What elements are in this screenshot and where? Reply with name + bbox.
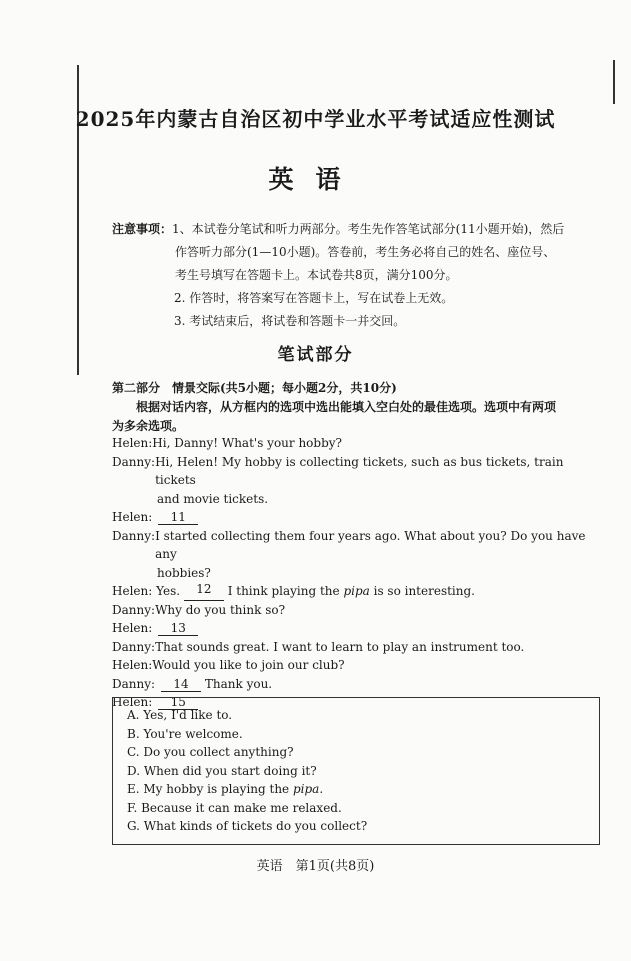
utterance: Why do you think so?	[155, 602, 286, 617]
part-heading: 第二部分 情景交际(共5小题；每小题2分，共10分)	[112, 381, 397, 395]
dialog-line	[112, 675, 602, 694]
dialog-line	[112, 656, 602, 675]
section-title: 笔试部分	[277, 345, 354, 365]
dialog-line	[112, 527, 602, 564]
dialog-line	[112, 638, 602, 657]
speaker: Helen:	[112, 695, 153, 709]
option-g: G. What kinds of tickets do you collect?	[127, 819, 368, 833]
note-item-2: 2. 作答时，将答案写在答题卡上，写在试卷上无效。	[174, 291, 454, 305]
utterance-middle: I think playing the	[223, 584, 344, 598]
pipa-italic: pipa	[343, 584, 370, 598]
note-item-3: 3. 考试结束后，将试卷和答题卡一并交回。	[174, 314, 406, 328]
option-b: B. You're welcome.	[127, 726, 243, 741]
speaker: Danny:	[112, 454, 156, 469]
option-e-end: .	[319, 782, 324, 796]
dialog-line	[112, 601, 602, 620]
binding-line-right	[613, 60, 615, 104]
answer-blank-13: 13	[158, 621, 198, 636]
utterance: Hi, Helen! My hobby is collecting tickets, such as bus tickets, train tickets	[155, 454, 564, 487]
utterance: Would you like to join our club?	[152, 658, 345, 672]
note-item-1-line-3: 考生号填写在答题卡上。本试卷共8页，满分100分。	[175, 268, 458, 282]
instructions	[112, 398, 602, 436]
answer-blank-11: 11	[158, 510, 198, 525]
note-item-1-line-2: 作答听力部分(1—10小题)。答卷前，考生务必将自己的姓名、座位号、	[175, 245, 556, 259]
instructions-line-1: 根据对话内容，从方框内的选项中选出能填入空白处的最佳选项。选项中有两项	[136, 400, 557, 414]
page-footer: 英语 第1页(共8页)	[256, 859, 375, 874]
speaker: Danny:	[112, 676, 156, 691]
answer-blank-12: 12	[184, 582, 224, 601]
notes-heading: 注意事项：	[112, 222, 173, 236]
option-e-text: E. My hobby is playing the	[127, 782, 293, 796]
option-c: C. Do you collect anything?	[127, 745, 294, 759]
instructions-line-2: 为多余选项。	[112, 419, 185, 433]
utterance: That sounds great. I want to learn to play an instrument too.	[155, 639, 525, 654]
pipa-italic: pipa	[292, 782, 320, 796]
speaker: Helen:	[112, 436, 153, 450]
subject-title: 英语	[268, 165, 363, 194]
speaker: Helen:	[112, 621, 153, 635]
dialog-line	[112, 508, 602, 527]
option-e	[127, 782, 323, 796]
utterance-continuation: and movie tickets.	[157, 491, 269, 506]
utterance-end: is so interesting.	[369, 584, 475, 598]
utterance: I started collecting them four years ago. What about you? Do you have any	[155, 528, 586, 561]
utterance-start: Yes.	[152, 584, 184, 598]
exam-title: 2025年内蒙古自治区初中学业水平考试适应性测试	[75, 107, 556, 131]
dialog	[112, 434, 602, 712]
utterance: Hi, Danny! What's your hobby?	[152, 436, 342, 450]
dialog-line	[112, 434, 602, 453]
option-f: F. Because it can make me relaxed.	[127, 800, 342, 815]
speaker: Helen:	[112, 658, 153, 672]
speaker: Helen:	[112, 584, 153, 598]
speaker: Danny:	[112, 528, 156, 543]
notes-block	[112, 218, 602, 333]
dialog-line	[112, 619, 602, 638]
note-item-1-line-1: 1、本试卷分笔试和听力两部分。考生先作答笔试部分(11小题开始)，然后	[172, 222, 565, 236]
speaker: Danny:	[112, 639, 156, 654]
answer-blank-14: 14	[161, 677, 201, 692]
utterance-continuation: hobbies?	[157, 565, 211, 580]
dialog-line	[112, 582, 602, 601]
option-d: D. When did you start doing it?	[127, 763, 317, 778]
speaker: Helen:	[112, 510, 153, 524]
dialog-line	[112, 453, 602, 490]
options-box	[112, 697, 600, 845]
option-a: A. Yes, I'd like to.	[127, 708, 233, 722]
utterance: Thank you.	[201, 676, 273, 691]
answer-blank-15: 15	[158, 695, 198, 710]
speaker: Danny:	[112, 602, 156, 617]
